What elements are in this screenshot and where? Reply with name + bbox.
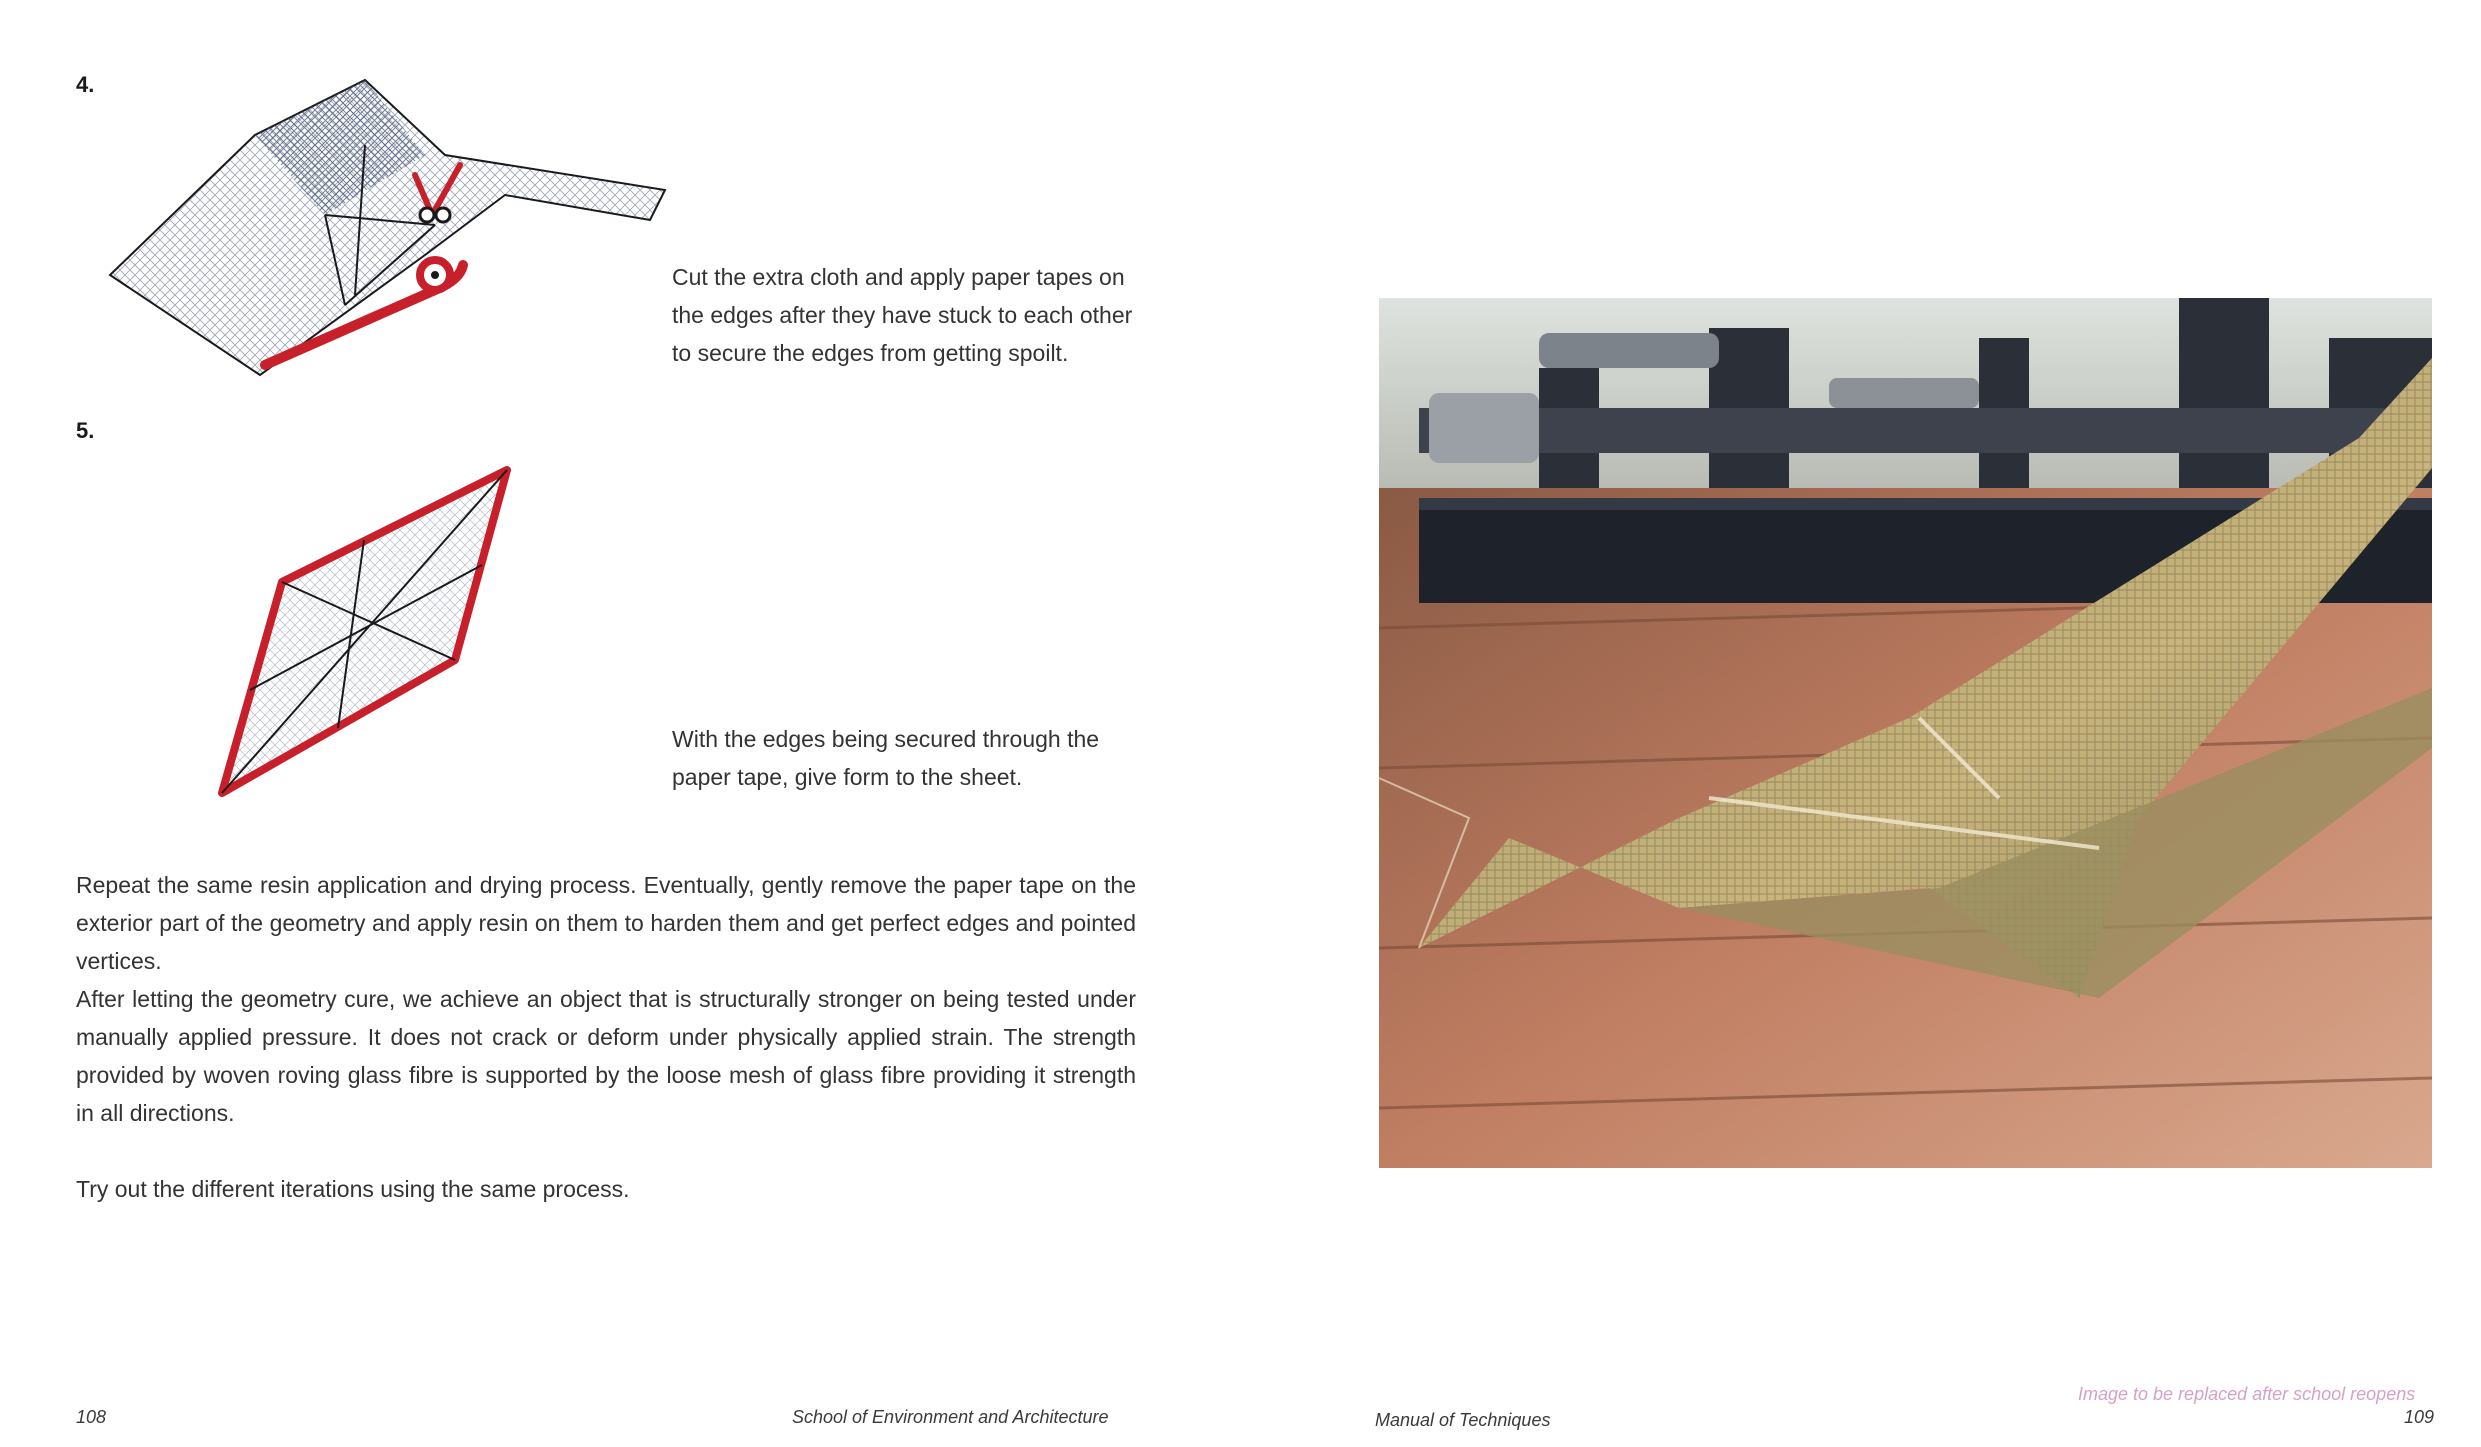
step-4-caption: Cut the extra cloth and apply paper tapes on the edges after they have stuck to each other to secure the edges from getting spoilt.: [672, 264, 1133, 366]
paragraph-curing-result: After letting the geometry cure, we achieve an object that is structurally stronger on being tested under manually applied pressure. It does not crack or deform under physically applied strain. The strength provided by woven roving glass fibre is supported by the loose mesh of glass fibre providing it strength in all directions.: [76, 986, 1136, 1126]
step-number-5: 5.: [76, 418, 95, 443]
paragraph-repeat-process: Repeat the same resin application and drying process. Eventually, gently remove the paper tape on the exterior part of the geometry and apply resin on them to harden them and get perfect edges and pointed vertices.: [76, 872, 1136, 974]
sketch-step-5: [210, 460, 520, 805]
image-placeholder-note: Image to be replaced after school reopens: [2078, 1384, 2416, 1404]
right-page-number: 109: [2404, 1407, 2435, 1427]
photo-illustration: [1379, 298, 2432, 1168]
step-5-caption: With the edges being secured through the paper tape, give form to the sheet.: [672, 726, 1100, 790]
sketch-step-4: [105, 75, 675, 385]
step-number-4: 4.: [76, 72, 95, 97]
paragraph-iterations: Try out the different iterations using the same process.: [76, 1176, 630, 1202]
fibreglass-sheet-photo: [1379, 298, 2432, 1168]
left-page-number: 108: [76, 1407, 107, 1427]
body-text: [76, 866, 1136, 1208]
right-footer-title: Manual of Techniques: [1375, 1410, 1551, 1430]
left-footer-title: School of Environment and Architecture: [792, 1407, 1109, 1427]
